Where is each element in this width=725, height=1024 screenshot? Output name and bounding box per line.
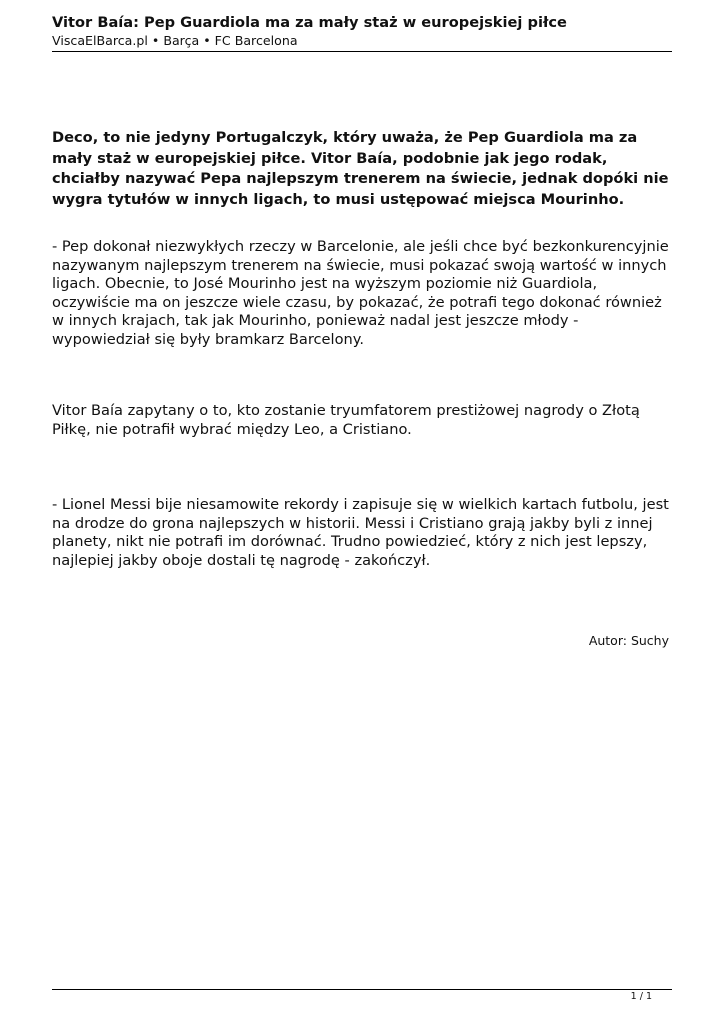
footer-divider (52, 989, 672, 990)
article-lead: Deco, to nie jedyny Portugalczyk, który uważa, że Pep Guardiola ma za mały staż w europejskiej piłce. Vitor Baía, podobnie jak jego rodak, chciałby nazywać Pepa najlepszym trenerem na świecie, jednak dopóki nie wygra tytułów w innych ligach, to musi ustępować miejsca Mourinho. (52, 129, 669, 208)
breadcrumb: ViscaElBarca.pl • Barça • FC Barcelona (52, 33, 298, 48)
page-number: 1 / 1 (630, 991, 652, 1002)
article-paragraph-1: - Pep dokonał niezwykłych rzeczy w Barcelonie, ale jeśli chce być bezkonkurencyjnie nazywanym najlepszym trenerem na świecie, musi pokazać swoją wartość w innych ligach. Obecnie, to José Mourinho jest na wyższym poziomie niż Guardiola, oczywiście ma on jeszcze wiele czasu, by pokazać, że potrafi tego dokonać również w innych krajach, tak jak Mourinho, ponieważ nadal jest jeszcze młody - wypowiedział się były bramkarz Barcelony. (52, 238, 669, 348)
article-paragraph-2: Vitor Baía zapytany o to, kto zostanie tryumfatorem prestiżowej nagrody o Złotą Piłkę, nie potrafił wybrać między Leo, a Cristiano. (52, 402, 640, 438)
page-title: Vitor Baía: Pep Guardiola ma za mały staż w europejskiej piłce (52, 14, 567, 31)
article-paragraph-3: - Lionel Messi bije niesamowite rekordy i zapisuje się w wielkich kartach futbolu, jest na drodze do grona najlepszych w historii. Messi i Cristiano grają jakby byli z innej planety, nikt nie potrafi im dorównać. Trudno powiedzieć, który z nich jest lepszy, najlepiej jakby oboje dostali tę nagrodę - zakończył. (52, 496, 669, 569)
document-header (52, 13, 672, 52)
article-author: Autor: Suchy (588, 633, 669, 648)
